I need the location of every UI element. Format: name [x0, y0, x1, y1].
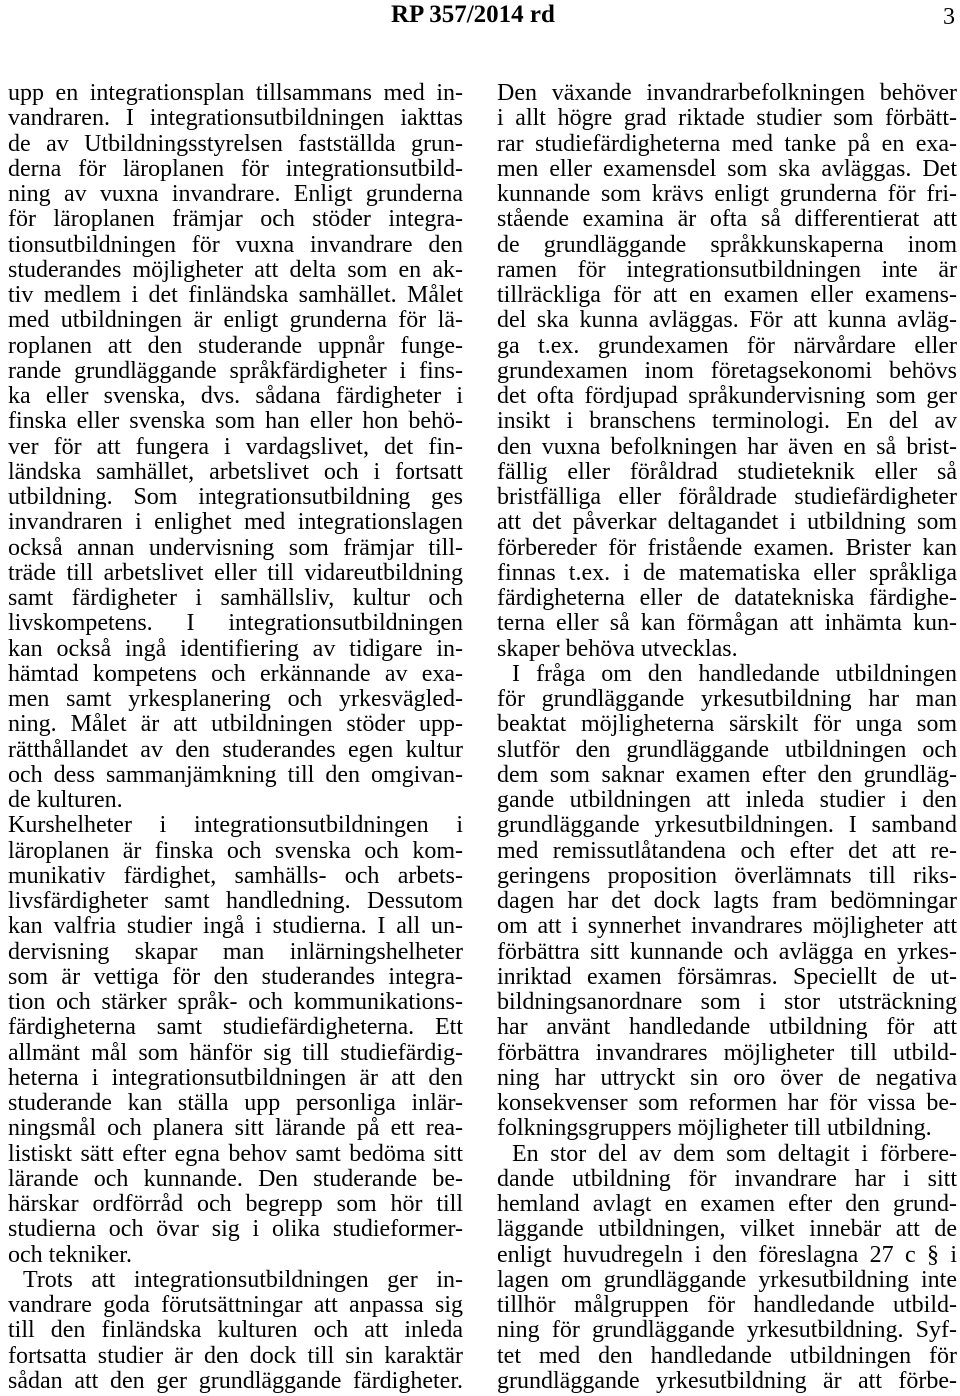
text-line: fortsatta studier är den dock till sin karaktär — [8, 1342, 463, 1369]
text-line: grundläggande yrkesutbildningen. I samband — [497, 812, 957, 839]
text-line: härskar ordförråd och begrepp som hör till — [8, 1191, 463, 1217]
text-line: terna eller så kan förmågan att inhämta kun- — [497, 610, 957, 637]
text-line: gande utbildningen att inleda studier i den — [497, 787, 957, 813]
text-line: studerandes möjligheter att delta som en ak- — [8, 256, 463, 283]
text-line: konsekvenser som reformen har för vissa be- — [497, 1090, 957, 1116]
text-line: dande utbildning för invandrare har i sitt — [497, 1165, 957, 1192]
text-line: upp en integrationsplan tillsammans med in- — [8, 80, 463, 106]
text-line: ver för att fungera i vardagslivet, det fin- — [8, 433, 463, 460]
text-line: Kurshelheter i integrationsutbildningen i — [8, 812, 463, 839]
text-line: tiv medlem i det finländska samhället. Målet — [8, 282, 463, 308]
text-line: livskompetens. I integrationsutbildningen — [8, 610, 463, 637]
text-line: studerande kan ställa upp personliga inlär- — [8, 1090, 463, 1116]
text-line: rande grundläggande språkfärdigheter i fins- — [8, 357, 463, 384]
text-line: förbättra invandrares möjligheter till utbild- — [497, 1039, 957, 1066]
text-line: i allt högre grad riktade studier som förbätt- — [497, 105, 957, 132]
text-line: Trots att integrationsutbildningen ger in- — [23, 1266, 463, 1293]
text-line: geringens proposition överlämnats till riks- — [497, 862, 957, 889]
paragraph — [8, 81, 463, 813]
text-line: färdigheterna samt studiefärdigheterna. Ett — [8, 1014, 463, 1041]
text-line: vandrare goda förutsättningar att anpassa sig — [8, 1292, 463, 1318]
text-line: om att i synnerhet invandrares möjligheter att — [497, 913, 957, 940]
text-line: skaper behöva utvecklas. — [497, 635, 738, 662]
text-line: också annan undervisning som främjar till- — [8, 534, 463, 561]
text-line: sådan att den ger grundläggande färdigheter. — [8, 1367, 463, 1394]
text-line: de av Utbildningsstyrelsen fastställda grun- — [8, 130, 463, 157]
text-line: dagen har det dock lagts fram bedömningar — [497, 888, 957, 914]
text-line: vandraren. I integrationsutbildningen iakttas — [8, 105, 463, 132]
text-line: studierna och övar sig i olika studieformer- — [8, 1216, 463, 1243]
text-line: kan valfria studier ingå i studierna. I all un- — [8, 913, 463, 940]
paragraph — [497, 662, 957, 1142]
text-line: tion och stärker språk- och kommunikations- — [8, 989, 463, 1015]
text-line: dervisning skapar man inlärningshelheter — [8, 938, 463, 965]
text-line: grundläggande yrkesutbildning är att förbe- — [497, 1367, 957, 1394]
right-column — [497, 81, 957, 1394]
text-line: som är vettiga för den studerandes integra- — [8, 963, 463, 990]
text-line: men eller examensdel som ska avläggas. Det — [497, 155, 957, 182]
text-line: färdigheterna eller de datatekniska färdighe- — [497, 585, 957, 611]
text-line: inriktad examen försämras. Speciellt de ut- — [497, 963, 957, 990]
text-line: de kulturen. — [8, 787, 123, 813]
text-line: och dess sammanjämkning till den omgivan- — [8, 761, 463, 788]
text-line: de grundläggande språkkunskaperna inom — [497, 231, 957, 258]
text-line: kan också ingå identifiering av tidigare in- — [8, 635, 463, 662]
text-line: samt färdigheter i samhällsliv, kultur och — [8, 585, 463, 611]
text-line: rar studiefärdigheterna med tanke på en exa- — [497, 130, 957, 157]
running-header-document-id: RP 357/2014 rd — [391, 1, 555, 28]
text-line: ning. Målet är att utbildningen stöder upp- — [8, 711, 463, 738]
text-line: finska eller svenska som han eller hon behö- — [8, 408, 463, 435]
text-line: ka eller svenska, dvs. sådana färdigheter i — [8, 383, 463, 409]
text-line: slutför den grundläggande utbildningen och — [497, 736, 957, 763]
page-number: 3 — [943, 4, 955, 30]
text-line: träde till arbetslivet eller till vidareutbildning — [8, 559, 463, 586]
text-line: ning av vuxna invandrare. Enligt grunderna — [8, 181, 463, 207]
text-line: ningsmål och planera sitt lärande på ett rea- — [8, 1115, 463, 1142]
text-line: roplanen att den studerande uppnår funge- — [8, 332, 463, 359]
text-line: rätthållandet av den studerandes egen kultur — [8, 736, 463, 763]
text-line: förbereder för fristående examen. Brister kan — [497, 534, 957, 561]
text-line: läroplanen är finska och svenska och kom- — [8, 837, 463, 864]
text-line: bildningsanordnare som i stor utsträckning — [497, 989, 957, 1015]
text-line: utbildning. Som integrationsutbildning ges — [8, 484, 463, 510]
text-line: livsfärdigheter samt handledning. Dessutom — [8, 888, 463, 914]
text-line: det ofta fördjupad språkundervisning som ger — [497, 383, 957, 409]
text-line: lagen om grundläggande yrkesutbildning inte — [497, 1266, 957, 1293]
text-line: ramen för integrationsutbildningen inte är — [497, 256, 957, 283]
text-line: ga t.ex. grundexamen för närvårdare eller — [497, 332, 957, 359]
text-line: läggande utbildningen, vilket innebär att de — [497, 1216, 957, 1243]
text-line: lärande och kunnande. Den studerande be- — [8, 1165, 463, 1192]
text-line: fällig eller föråldrad studieteknik eller så — [497, 458, 957, 485]
paragraph — [497, 81, 957, 662]
text-line: grundexamen inom företagsekonomi behövs — [497, 357, 957, 384]
text-line: och tekniker. — [8, 1241, 132, 1268]
text-line: allmänt mål som hänför sig till studiefärdig- — [8, 1039, 463, 1066]
text-line: bristfälliga eller föråldrade studiefärdigheter — [497, 484, 957, 510]
text-line: förbättra sitt kunnande och avlägga en yrkes- — [497, 938, 957, 965]
text-line: stående examina är ofta så differentierat att — [497, 206, 957, 233]
text-line: med utbildningen är enligt grunderna för lä- — [8, 307, 463, 334]
text-line: tillhör målgruppen för handledande utbild- — [497, 1292, 957, 1318]
paragraph — [8, 1268, 463, 1394]
text-line: ning för grundläggande yrkesutbildning. Syf- — [497, 1317, 957, 1344]
text-line: heterna i integrationsutbildningen är att den — [8, 1064, 463, 1091]
text-line: ning har uttryckt sin oro över de negativa — [497, 1064, 957, 1091]
text-line: En stor del av dem som deltagit i förbere- — [512, 1140, 957, 1167]
text-line: insikt i branschens terminologi. En del av — [497, 408, 957, 435]
text-line: derna för läroplanen för integrationsutbild- — [8, 155, 463, 182]
text-line: hemland avlagt en examen efter den grund- — [497, 1191, 957, 1217]
text-line: invandraren i enlighet med integrationslagen — [8, 509, 463, 536]
text-line: I fråga om den handledande utbildningen — [512, 660, 957, 687]
text-line: beaktat möjligheterna särskilt för unga som — [497, 711, 957, 738]
text-line: tet med den handledande utbildningen för — [497, 1342, 957, 1369]
text-line: Den växande invandrarbefolkningen behöver — [497, 80, 957, 106]
text-line: munikativ färdighet, samhälls- och arbets- — [8, 862, 463, 889]
text-line: folkningsgruppers möjligheter till utbildning. — [497, 1115, 932, 1142]
text-line: för läroplanen främjar och stöder integra- — [8, 206, 463, 233]
text-line: kunnande som krävs enligt grunderna för fri- — [497, 181, 957, 207]
text-line: listiskt sätt efter egna behov samt bedöma sitt — [8, 1140, 463, 1167]
left-column — [8, 81, 463, 1394]
text-line: tionsutbildningen för vuxna invandrare den — [8, 231, 463, 258]
text-line: del ska kunna avläggas. För att kunna avläg- — [497, 307, 957, 334]
paragraph — [497, 1142, 957, 1395]
paragraph — [8, 813, 463, 1268]
text-line: till den finländska kulturen och att inleda — [8, 1317, 463, 1344]
text-line: har använt handledande utbildning för att — [497, 1014, 957, 1041]
text-line: tillräckliga för att en examen eller examens- — [497, 282, 957, 308]
text-line: den vuxna befolkningen har även en så brist- — [497, 433, 957, 460]
text-line: ländska samhället, arbetslivet och i fortsatt — [8, 458, 463, 485]
text-line: men samt yrkesplanering och yrkesvägled- — [8, 686, 463, 712]
text-line: finnas t.ex. i de matematiska eller språkliga — [497, 559, 957, 586]
text-line: att det påverkar deltagandet i utbildning som — [497, 509, 957, 536]
text-line: hämtad kompetens och erkännande av exa- — [8, 660, 463, 687]
text-line: med remissutlåtandena och efter det att re- — [497, 837, 957, 864]
text-line: för grundläggande yrkesutbildning har man — [497, 686, 957, 712]
text-line: enligt huvudregeln i den föreslagna 27 c § i — [497, 1241, 957, 1268]
text-line: dem som saknar examen efter den grundläg- — [497, 761, 957, 788]
